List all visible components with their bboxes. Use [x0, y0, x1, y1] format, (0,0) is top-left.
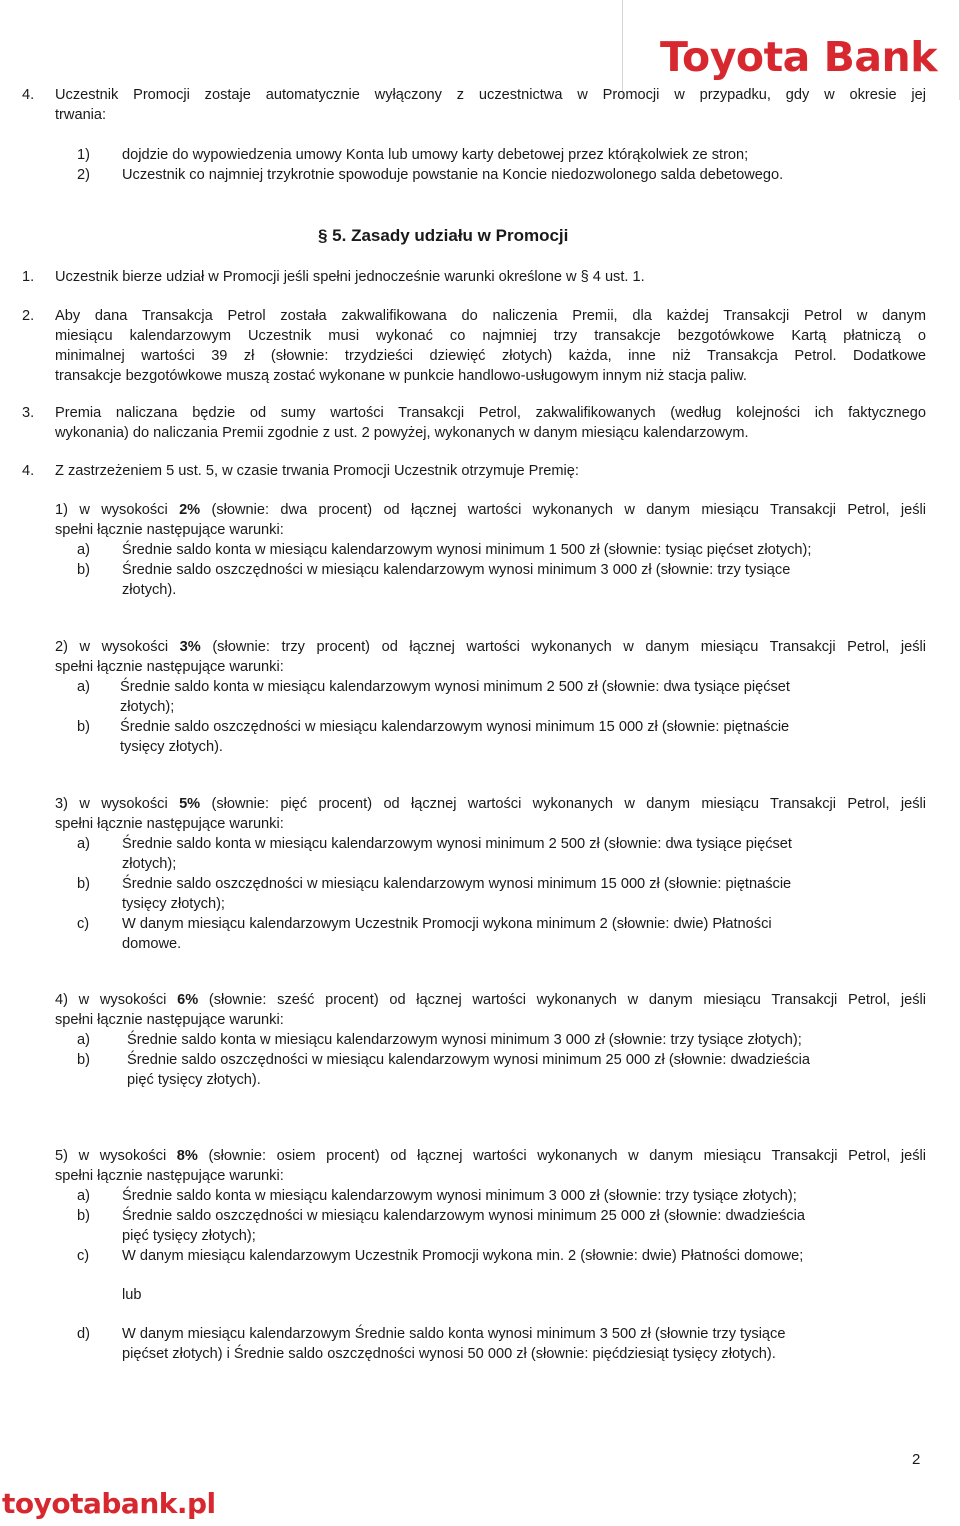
list-item: Średnie saldo oszczędności w miesiącu kalendarzowym wynosi minimum 25 000 zł (słownie: dwadzieścia	[122, 1208, 805, 1224]
list-item: Średnie saldo oszczędności w miesiącu kalendarzowym wynosi minimum 3 000 zł (słownie: trzy tysiące	[122, 562, 791, 578]
tier-1: 1) w wysokości 2% (słownie: dwa procent) od łącznej wartości wykonanych w danym miesiącu Transakcji Petrol, jeśli spełni łącznie następujące warunki: a) Średnie saldo konta w miesiącu kalendarzowym wynosi minimum 1 500 zł (słownie: tysiąc pięćset złotych); b) Średnie saldo oszczędności w miesiącu kalendarzowym wynosi minimum 3 000 zł (słownie: trzy tysiące złotych).	[55, 502, 926, 598]
list-item: Średnie saldo oszczędności w miesiącu kalendarzowym wynosi minimum 15 000 zł (słownie: piętnaście	[122, 876, 792, 892]
list-item: Średnie saldo oszczędności w miesiącu kalendarzowym wynosi minimum 15 000 zł (słownie: piętnaście	[120, 719, 790, 735]
section4-subitems: 1) dojdzie do wypowiedzenia umowy Konta lub umowy karty debetowej przez którąkolwiek ze stron; 2) Uczestnik co najmniej trzykrotnie spowoduje powstanie na Koncie niedozwolonego salda debetowego.	[77, 147, 784, 183]
footer-site-link[interactable]: toyotabank.pl	[2, 1487, 216, 1520]
toyota-bank-logo: Toyota Bank	[660, 33, 937, 81]
tier-3: 3) w wysokości 5% (słownie: pięć procent) od łącznej wartości wykonanych w danym miesiącu Transakcji Petrol, jeśli spełni łącznie następujące warunki: a) Średnie saldo konta w miesiącu kalendarzowym wynosi minimum 2 500 zł (słownie: dwa tysiące pięćset złotych); b) Średnie saldo oszczędności w miesiącu kalendarzowym wynosi minimum 15 000 zł (słownie: piętnaście tysięcy złotych); c) W danym miesiącu kalendarzowym Uczestnik Promocji wykona minimum 2 (słownie: dwie) Płatności domowe.	[55, 796, 926, 952]
tier-5-percent: 8%	[176, 1148, 198, 1164]
section5-p4: 4. Z zastrzeżeniem 5 ust. 5, w czasie trwania Promocji Uczestnik otrzymuje Premię:	[22, 463, 579, 479]
tier-3-percent: 5%	[179, 796, 201, 812]
list-item: W danym miesiącu kalendarzowym Uczestnik Promocji wykona min. 2 (słownie: dwie) Płatności domowe;	[122, 1248, 804, 1264]
tier-2: 2) w wysokości 3% (słownie: trzy procent) od łącznej wartości wykonanych w danym miesiącu Transakcji Petrol, jeśli spełni łącznie następujące warunki: a) Średnie saldo konta w miesiącu kalendarzowym wynosi minimum 2 500 zł (słownie: dwa tysiące pięćset złotych); b) Średnie saldo oszczędności w miesiącu kalendarzowym wynosi minimum 15 000 zł (słownie: piętnaście tysięcy złotych).	[55, 639, 926, 755]
list-item: Średnie saldo konta w miesiącu kalendarzowym wynosi minimum 3 000 zł (słownie: trzy tysiące złotych);	[127, 1032, 802, 1048]
tier-5-item-d: d) W danym miesiącu kalendarzowym Średnie saldo konta wynosi minimum 3 500 zł (słownie trzy tysiące pięćset złotych) i Średnie saldo oszczędności wynosi 50 000 zł (słownie: pięćdziesiąt tysięcy złotych).	[77, 1326, 786, 1362]
or-connector: lub	[122, 1287, 142, 1303]
list-item: Średnie saldo konta w miesiącu kalendarzowym wynosi minimum 2 500 zł (słownie: dwa tysiące pięćset	[120, 679, 790, 695]
section5-p3: 3. Premia naliczana będzie od sumy wartości Transakcji Petrol, zakwalifikowanych (według kolejności ich faktycznego wykonania) do naliczania Premii zgodnie z ust. 2 powyżej, wykonanych w danym miesiącu kalendarzowym.	[22, 405, 926, 441]
list-item: Uczestnik co najmniej trzykrotnie spowoduje powstanie na Koncie niedozwolonego salda debetowego.	[122, 167, 784, 183]
page-number: 2	[912, 1451, 921, 1468]
section5-heading: § 5. Zasady udziału w Promocji	[318, 226, 569, 245]
list-item: W danym miesiącu kalendarzowym Uczestnik Promocji wykona minimum 2 (słownie: dwie) Płatności	[122, 916, 772, 932]
tier-2-percent: 3%	[179, 639, 201, 655]
section5-p2: 2. Aby dana Transakcja Petrol została zakwalifikowana do naliczenia Premii, dla każdej Transakcji Petrol w danym miesiącu kalendarzowym Uczestnik musi wykonać co najmniej trzy transakcje bezgotówkowe Kartą płatniczą o minimalnej wartości 39 zł (słownie: trzydzieści dziewięć złotych) każda, inne niż Transakcja Petrol. Dodatkowe transakcje bezgotówkowe muszą zostać wykonane w punkcie handlowo-usługowym innym niż stacja paliw.	[22, 308, 926, 384]
list-item: Średnie saldo konta w miesiącu kalendarzowym wynosi minimum 2 500 zł (słownie: dwa tysiące pięćset	[122, 836, 792, 852]
list-item: W danym miesiącu kalendarzowym Średnie saldo konta wynosi minimum 3 500 zł (słownie trzy tysiące	[122, 1326, 786, 1342]
section4-item4-line2: trwania:	[55, 107, 107, 123]
tier-1-percent: 2%	[179, 502, 201, 518]
section4-item4-line1: Uczestnik Promocji zostaje automatycznie wyłączony z uczestnictwa w Promocji w przypadku, gdy w okresie jej	[55, 87, 926, 103]
tier-4-percent: 6%	[177, 992, 199, 1008]
list-item: Średnie saldo oszczędności w miesiącu kalendarzowym wynosi minimum 25 000 zł (słownie: dwadzieścia	[127, 1052, 810, 1068]
section5-p1: 1. Uczestnik bierze udział w Promocji jeśli spełni jednocześnie warunki określone w § 4 ust. 1.	[22, 269, 645, 285]
tier-5: 5) w wysokości 8% (słownie: osiem procent) od łącznej wartości wykonanych w danym miesiącu Transakcji Petrol, jeśli spełni łącznie następujące warunki: a) Średnie saldo konta w miesiącu kalendarzowym wynosi minimum 3 000 zł (słownie: trzy tysiące złotych); b) Średnie saldo oszczędności w miesiącu kalendarzowym wynosi minimum 25 000 zł (słownie: dwadzieścia pięć tysięcy złotych); c) W danym miesiącu kalendarzowym Uczestnik Promocji wykona min. 2 (słownie: dwie) Płatności domowe;	[55, 1148, 926, 1264]
list-item: dojdzie do wypowiedzenia umowy Konta lub umowy karty debetowej przez którąkolwiek ze stron;	[122, 147, 749, 163]
list-item: Średnie saldo konta w miesiącu kalendarzowym wynosi minimum 3 000 zł (słownie: trzy tysiące złotych);	[122, 1188, 797, 1204]
list-item: Średnie saldo konta w miesiącu kalendarzowym wynosi minimum 1 500 zł (słownie: tysiąc pięćset złotych);	[122, 542, 812, 558]
section4-item4: 4. Uczestnik Promocji zostaje automatycznie wyłączony z uczestnictwa w Promocji w przypadku, gdy w okresie jej trwania:	[22, 87, 926, 123]
tier-4: 4) w wysokości 6% (słownie: sześć procent) od łącznej wartości wykonanych w danym miesiącu Transakcji Petrol, jeśli spełni łącznie następujące warunki: a) Średnie saldo konta w miesiącu kalendarzowym wynosi minimum 3 000 zł (słownie: trzy tysiące złotych); b) Średnie saldo oszczędności w miesiącu kalendarzowym wynosi minimum 25 000 zł (słownie: dwadzieścia pięć tysięcy złotych).	[55, 992, 927, 1088]
